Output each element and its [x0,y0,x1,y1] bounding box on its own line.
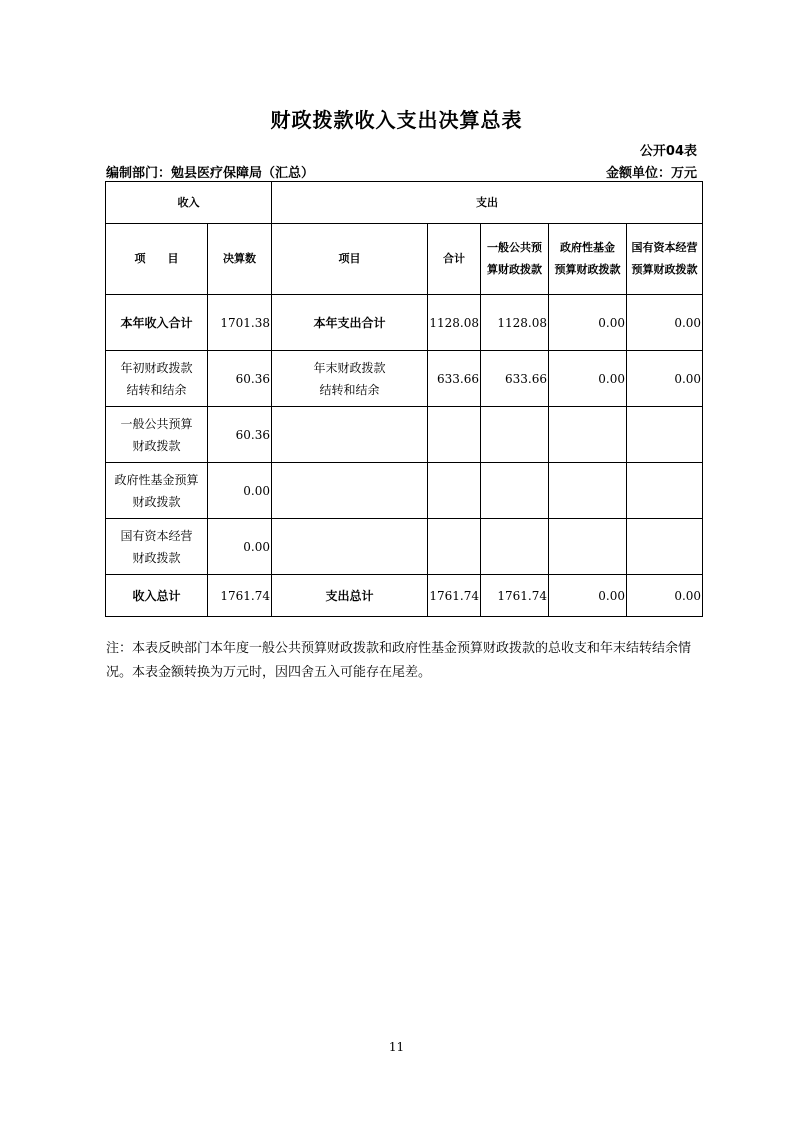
state-capital-value: 0.00 [627,295,703,351]
state-capital-header-line2: 预算财政拨款 [631,263,698,276]
general-budget-header [481,224,549,295]
empty-cell [627,463,703,519]
total-value: 1128.08 [428,295,481,351]
income-value: 1761.74 [208,575,272,617]
expense-label: 本年支出合计 [272,295,428,351]
general-budget-value: 633.66 [481,351,549,407]
income-label [106,463,208,519]
empty-cell [549,519,627,575]
expense-label [272,351,428,407]
income-label [106,351,208,407]
empty-cell [428,407,481,463]
total-header: 合计 [428,224,481,295]
gov-fund-header [549,224,627,295]
state-capital-value: 0.00 [627,351,703,407]
income-label-line1: 国有资本经营 [120,528,193,543]
income-value: 1701.38 [208,295,272,351]
form-number: 公开04表 [639,144,697,159]
income-label-line1: 政府性基金预算 [114,472,199,487]
income-label-line2: 财政拨款 [132,550,181,565]
table-header-row-1 [106,182,703,224]
state-capital-value: 0.00 [627,575,703,617]
empty-cell [481,519,549,575]
total-value: 1761.74 [428,575,481,617]
table-row [106,407,703,463]
expense-label: 支出总计 [272,575,428,617]
income-label [106,519,208,575]
state-capital-header [627,224,703,295]
table-row [106,463,703,519]
table-row [106,519,703,575]
empty-cell [627,407,703,463]
page-title: 财政拨款收入支出决算总表 [270,108,523,132]
empty-cell [549,463,627,519]
income-label-line1: 一般公共预算 [120,416,193,431]
state-capital-header-line1: 国有资本经营 [631,241,698,254]
table-row [106,295,703,351]
general-budget-header-line2: 算财政拨款 [487,263,542,276]
table-note: 注：本表反映部门本年度一般公共预算财政拨款和政府性基金预算财政拨款的总收支和年末结转结余情况。本表金额转换为万元时，因四舍五入可能存在尾差。 [106,641,692,680]
empty-cell [272,519,428,575]
income-item-header: 项 目 [106,224,208,295]
compiling-department: 编制部门：勉县医疗保障局（汇总） [106,166,315,181]
gov-fund-value: 0.00 [549,351,627,407]
income-label: 收入总计 [106,575,208,617]
general-budget-header-line1: 一般公共预 [487,241,542,254]
empty-cell [627,519,703,575]
expense-item-header: 项目 [272,224,428,295]
income-value: 60.36 [208,407,272,463]
table-row [106,575,703,617]
income-value: 60.36 [208,351,272,407]
expense-label-line1: 年末财政拨款 [313,360,386,375]
total-value: 633.66 [428,351,481,407]
income-value: 0.00 [208,463,272,519]
gov-fund-header-line1: 政府性基金 [560,241,615,254]
income-header: 收入 [106,182,272,224]
table-header-row-2 [106,224,703,295]
income-label-line2: 结转和结余 [126,382,187,397]
expense-header: 支出 [272,182,703,224]
general-budget-value: 1128.08 [481,295,549,351]
final-amount-header: 决算数 [208,224,272,295]
expense-label-line2: 结转和结余 [319,382,380,397]
income-value: 0.00 [208,519,272,575]
page-number: 11 [388,1040,405,1054]
income-label-line2: 财政拨款 [132,494,181,509]
empty-cell [272,463,428,519]
gov-fund-header-line2: 预算财政拨款 [554,263,621,276]
table-row [106,351,703,407]
empty-cell [272,407,428,463]
income-label-line2: 财政拨款 [132,438,181,453]
amount-unit: 金额单位：万元 [605,166,697,181]
gov-fund-value: 0.00 [549,295,627,351]
general-budget-value: 1761.74 [481,575,549,617]
gov-fund-value: 0.00 [549,575,627,617]
empty-cell [428,519,481,575]
empty-cell [481,463,549,519]
empty-cell [549,407,627,463]
empty-cell [428,463,481,519]
empty-cell [481,407,549,463]
income-label [106,407,208,463]
income-label: 本年收入合计 [106,295,208,351]
income-label-line1: 年初财政拨款 [120,360,193,375]
fiscal-summary-table [105,181,703,617]
